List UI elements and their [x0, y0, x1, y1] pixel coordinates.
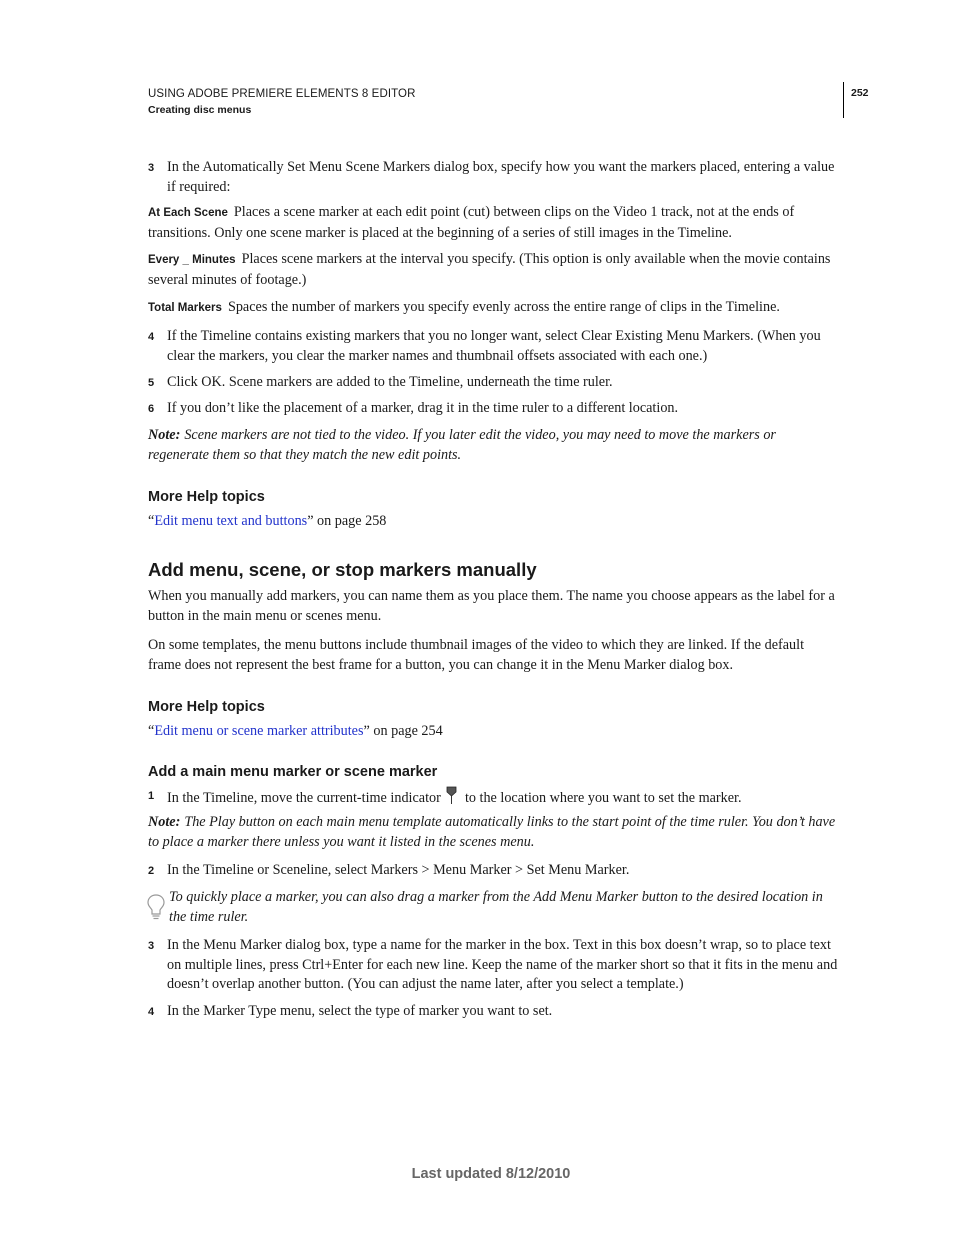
step-text: In the Automatically Set Menu Scene Markers dialog box, specify how you want the markers placed, entering a value if required:: [167, 159, 835, 195]
option-description: Places a scene marker at each edit point (cut) between clips on the Video 1 track, not at the ends of transitions. Only one scene marker is placed at the beginning of a series of still images in the Timeline.: [148, 204, 795, 241]
step-text-after: to the location where you want to set the marker.: [464, 790, 742, 806]
step-number: 6: [148, 403, 155, 415]
step-text: If the Timeline contains existing markers that you no longer want, select Clear Existing Menu Markers. (When you clear the markers, you clear the marker names and thumbnail offsets associated with each one.): [167, 328, 821, 364]
option-at-each-scene: [148, 203, 840, 243]
note-label: Note:: [148, 814, 181, 830]
section-heading: Add menu, scene, or stop markers manually: [148, 559, 537, 580]
option-term: At Each Scene: [148, 207, 228, 219]
more-help-heading: More Help topics: [148, 699, 265, 715]
open-quote: “: [148, 723, 155, 739]
section-paragraph-2: On some templates, the menu buttons include thumbnail images of the video to which they are linked. If the default frame does not represent the best frame for a button, you can change it in the Menu Marker dialog box.: [148, 637, 805, 673]
link-page-ref: ” on page 254: [363, 723, 443, 739]
option-description: Spaces the number of markers you specify evenly across the entire range of clips in the Timeline.: [227, 299, 780, 315]
option-every-minutes: [148, 250, 840, 290]
running-header-section: Creating disc menus: [148, 104, 252, 116]
open-quote: “: [148, 513, 155, 529]
step-number: 1: [148, 790, 155, 802]
help-link-line: [148, 512, 840, 532]
step-3-name-marker: [148, 936, 840, 995]
note-play-button: [148, 813, 840, 852]
step-number: 3: [148, 940, 155, 952]
page-number: 252: [851, 87, 869, 99]
link-edit-marker-attributes[interactable]: Edit menu or scene marker attributes: [154, 723, 364, 739]
current-time-indicator-icon: [446, 786, 457, 804]
step-4-clear-markers: [148, 327, 840, 366]
step-text: In the Menu Marker dialog box, type a name for the marker in the box. Text in this box doesn’t wrap, so to place text on multiple lines, press Ctrl+Enter for each new line. Keep the name of the marker short so that it fits in the menu and doesn’t overlap another button. (You can adjust the name later, after you select a template.): [167, 937, 838, 993]
step-number: 4: [148, 1006, 155, 1018]
link-page-ref: ” on page 258: [307, 513, 387, 529]
step-text-before: In the Timeline, move the current-time indicator: [167, 790, 441, 806]
step-4-marker-type: [148, 1002, 840, 1022]
step-6-drag-marker: [148, 399, 840, 419]
subsection-heading: Add a main menu marker or scene marker: [148, 764, 438, 780]
step-text: Click OK. Scene markers are added to the Timeline, underneath the time ruler.: [167, 374, 613, 390]
more-help-heading: More Help topics: [148, 489, 265, 505]
last-updated-footer: Last updated 8/12/2010: [411, 1166, 571, 1182]
step-number: 5: [148, 377, 155, 389]
step-5-click-ok: [148, 373, 840, 393]
note-scene-markers: [148, 426, 840, 465]
step-3-set-markers: [148, 158, 840, 197]
help-link-line: [148, 722, 840, 742]
option-term: Total Markers: [148, 302, 222, 314]
step-number: 3: [148, 162, 155, 174]
section-paragraph-1: When you manually add markers, you can name them as you place them. The name you choose appears as the label for a button in the main menu or scenes menu.: [148, 588, 835, 624]
header-divider: [843, 82, 844, 118]
step-2-set-menu-marker: [148, 861, 840, 881]
lightbulb-tip-icon: [146, 893, 166, 921]
note-text: Scene markers are not tied to the video. If you later edit the video, you may need to move the markers or regenerate them so that they match the new edit points.: [148, 427, 776, 463]
note-text: The Play button on each main menu template automatically links to the start point of the time ruler. You don’t have to place a marker there unless you want it listed in the scenes menu.: [148, 814, 836, 850]
step-text: In the Marker Type menu, select the type of marker you want to set.: [167, 1003, 553, 1019]
running-header-title: USING ADOBE PREMIERE ELEMENTS 8 EDITOR: [148, 88, 416, 100]
option-description: Places scene markers at the interval you specify. (This option is only available when the movie contains several minutes of footage.): [148, 251, 831, 288]
link-edit-menu-text-buttons[interactable]: Edit menu text and buttons: [154, 513, 308, 529]
step-number: 2: [148, 865, 155, 877]
note-label: Note:: [148, 427, 181, 443]
step-1-move-cti: [148, 786, 840, 809]
tip-text: To quickly place a marker, you can also drag a marker from the Add Menu Marker button to the desired location in the time ruler.: [169, 889, 823, 925]
step-text: In the Timeline or Sceneline, select Markers > Menu Marker > Set Menu Marker.: [167, 862, 630, 878]
step-number: 4: [148, 331, 155, 343]
step-text: If you don’t like the placement of a marker, drag it in the time ruler to a different location.: [167, 400, 679, 416]
option-total-markers: [148, 298, 840, 319]
option-term: Every _ Minutes: [148, 254, 236, 266]
